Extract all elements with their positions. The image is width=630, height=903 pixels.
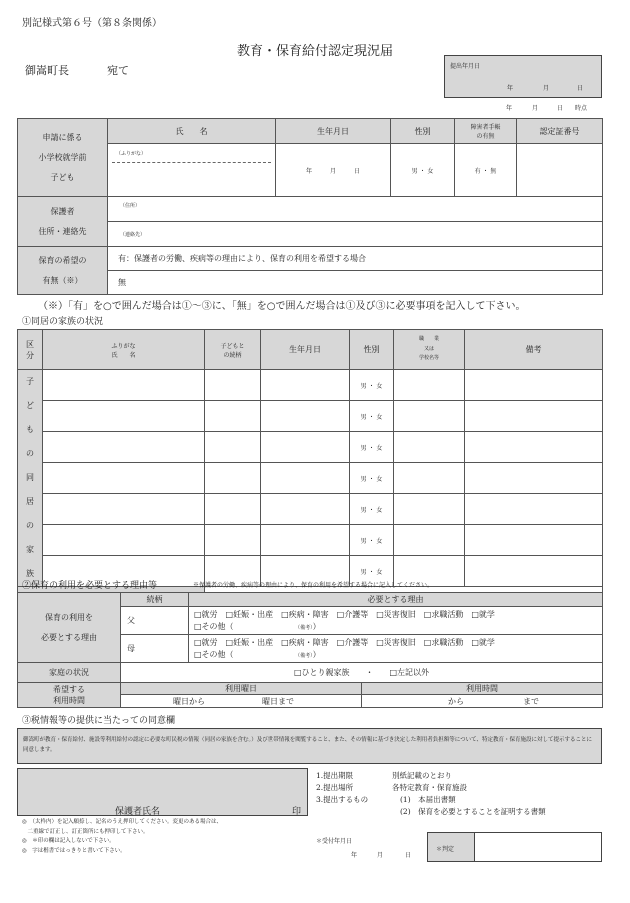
date-day: 日 [577,85,584,92]
instructions: ◎ （太枠内）を記入願捺し、記名のうえ押印してください。変更のある場合は、 二重線で訂正し、訂正箇所にも押印して下さい。 ◎ ＊印の欄は記入しないで下さい。 ◎ 字は楷書ではっきりと書いて下さい。 [22,819,223,854]
addressee-suffix: 宛て [107,64,129,77]
family-birth-cell[interactable] [261,494,350,525]
reason-label: 保育の利用を 必要とする理由 [18,593,121,663]
addressee: 御嵩町長 [25,64,69,77]
timestamp-day: 日 [557,105,564,112]
furigana-divider [112,162,271,163]
family-birth-cell[interactable] [261,525,350,556]
time-from: から [448,697,464,706]
reason-col-relation: 続柄 [121,593,189,607]
col-name: 氏 名 [108,119,276,144]
child-row-label: 申請に係る 小学校就学前 子ども [18,119,108,197]
family-relation-cell[interactable] [205,432,261,463]
family-status-options[interactable]: □ひとり親家族 ・ □左記以外 [121,663,603,683]
wish-label: 希望する 利用時間 [18,683,121,708]
received-year: 年 [351,852,358,859]
family-gender-cell[interactable]: 男 ・ 女 [350,401,394,432]
family-name-cell[interactable] [43,401,205,432]
family-remarks-cell[interactable] [465,556,603,587]
received-date-label: ＊受付年月日 [316,838,353,845]
family-col-remarks: 備考 [465,330,603,370]
reason-heading: ②保育の利用を必要とする理由等 [22,581,158,591]
family-name-cell[interactable] [43,370,205,401]
family-col-birth: 生年月日 [261,330,350,370]
family-col-job: 職 業 又は 学校名等 [394,330,465,370]
family-status-label: 家庭の状況 [18,663,121,683]
guardian-signature-field[interactable] [17,768,308,816]
time-to: まで [523,697,539,706]
family-name-cell[interactable] [43,463,205,494]
child-disability-field[interactable]: 有 ・ 無 [455,144,517,197]
submission-date-label: 提出年月日 [450,63,481,70]
family-gender-cell[interactable]: 男 ・ 女 [350,494,394,525]
family-col-name: ふりがな 氏 名 [43,330,205,370]
guardian-contact-field[interactable]: （連絡先） [108,222,603,247]
table-row [18,401,603,432]
table-row [18,494,603,525]
timestamp-year: 年 [506,105,513,112]
col-gender: 性別 [391,119,455,144]
family-birth-cell[interactable] [261,463,350,494]
family-remarks-cell[interactable] [465,525,603,556]
family-job-cell[interactable] [394,370,465,401]
day-field[interactable] [121,695,362,708]
family-birth-cell[interactable] [261,370,350,401]
received-month: 月 [377,852,384,859]
family-gender-cell[interactable]: 男 ・ 女 [350,525,394,556]
family-gender-cell[interactable]: 男 ・ 女 [350,556,394,587]
child-info-table [17,118,603,295]
family-table [17,329,603,607]
col-cert: 認定証番号 [517,119,603,144]
family-name-cell[interactable] [43,525,205,556]
reason-father-label: 父 [121,607,189,635]
hope-yes-option[interactable]: 有：保護者の労働、疾病等の理由により、保育の利用を希望する場合 [108,247,603,271]
reason-father-options[interactable]: □就労 □妊娠・出産 □疾病・障害 □介護等 □災害復旧 □求職活動 □就学 □その他（ （備考）） [189,607,603,635]
furigana-label: （ふりがな） [116,151,147,157]
family-relation-cell[interactable] [205,370,261,401]
day-to: 曜日まで [262,697,294,706]
time-field[interactable] [362,695,603,708]
judgement-label: ＊判定 [436,846,455,853]
family-vertical-label: 子 ど も の 同 居 の 家 族 [18,370,43,587]
reason-table [17,592,603,708]
judgement-label-cell [428,833,475,861]
child-name-field[interactable] [108,144,276,197]
date-month: 月 [543,85,550,92]
time-header: 利用時間 [362,683,603,695]
family-gender-cell[interactable]: 男 ・ 女 [350,463,394,494]
reason-col-reason: 必要とする理由 [189,593,603,607]
submission-date-box[interactable] [444,55,602,98]
family-col-gender: 性別 [350,330,394,370]
family-remarks-cell[interactable] [465,494,603,525]
timestamp-month: 月 [532,105,539,112]
family-name-cell[interactable] [43,494,205,525]
main-note: （※）「有」を○で囲んだ場合は①～③に、「無」を○で囲んだ場合は①及び③に必要事項を記入して下さい。 [38,301,526,312]
consent-text: 御嵩町が教育・保育給付、施設等利用給付の認定に必要な町民税の情報（同居の家族を含む。）及び世帯情報を閲覧すること、また、その情報に基づき決定した利用者負担額等について、特定教育・保育施設に対して提示することに同意します。 [17,728,602,764]
family-heading: ①同居の家族の状況 [22,317,104,327]
timestamp-point: 時点 [575,105,588,112]
family-job-cell[interactable] [394,432,465,463]
family-gender-cell[interactable]: 男 ・ 女 [350,432,394,463]
family-job-cell[interactable] [394,525,465,556]
day-from: 曜日から [173,697,205,706]
guardian-label: 保護者 住所・連絡先 [18,197,108,247]
date-year: 年 [507,85,514,92]
family-name-cell[interactable] [43,432,205,463]
family-job-cell[interactable] [394,463,465,494]
family-relation-cell[interactable] [205,525,261,556]
family-gender-cell[interactable]: 男 ・ 女 [350,370,394,401]
family-remarks-cell[interactable] [465,463,603,494]
family-birth-cell[interactable] [261,432,350,463]
child-cert-field[interactable] [517,144,603,197]
child-gender-field[interactable]: 男 ・ 女 [391,144,455,197]
guardian-address-field[interactable]: （住所） [108,197,603,222]
judgement-box[interactable] [427,832,602,862]
hope-label: 保育の希望の 有無（※） [18,247,108,295]
family-remarks-cell[interactable] [465,401,603,432]
table-row [18,463,603,494]
reason-heading-note: ※保護者の労働、疾病等の理由により、保育の利用を希望する場合に記入してください。 [193,582,434,589]
table-row [18,525,603,556]
family-remarks-cell[interactable] [465,432,603,463]
signature-label: 保護者氏名 [115,807,161,817]
family-relation-cell[interactable] [205,463,261,494]
child-birth-field[interactable]: 年 月 日 [276,144,391,197]
consent-heading: ③税情報等の提供に当たっての同意欄 [22,716,176,726]
col-birth: 生年月日 [276,119,391,144]
reason-mother-options[interactable]: □就労 □妊娠・出産 □疾病・障害 □介護等 □災害復旧 □求職活動 □就学 □その他（ （備考）） [189,635,603,663]
page-title: 教育・保育給付認定現況届 [236,44,393,59]
day-header: 利用曜日 [121,683,362,695]
hope-no-option[interactable]: 無 [108,271,603,295]
table-row [18,432,603,463]
family-col-category: 区 分 [18,330,43,370]
family-relation-cell[interactable] [205,494,261,525]
submission-info: 1.提出期限 別紙記載のとおり 2.提出場所 各特定教育・保育施設 3.提出するもの (1) 本届出書類 (2) 保育を必要とすることを証明する書類 [316,771,546,816]
received-day: 日 [405,852,412,859]
form-number: 別記様式第６号（第８条関係） [22,18,162,29]
family-birth-cell[interactable] [261,401,350,432]
family-job-cell[interactable] [394,494,465,525]
col-disability: 障害者手帳 の有無 [455,119,517,144]
seal-mark: 印 [292,807,302,817]
reason-mother-label: 母 [121,635,189,663]
family-remarks-cell[interactable] [465,370,603,401]
family-col-relation: 子どもと の続柄 [205,330,261,370]
family-job-cell[interactable] [394,401,465,432]
family-relation-cell[interactable] [205,401,261,432]
